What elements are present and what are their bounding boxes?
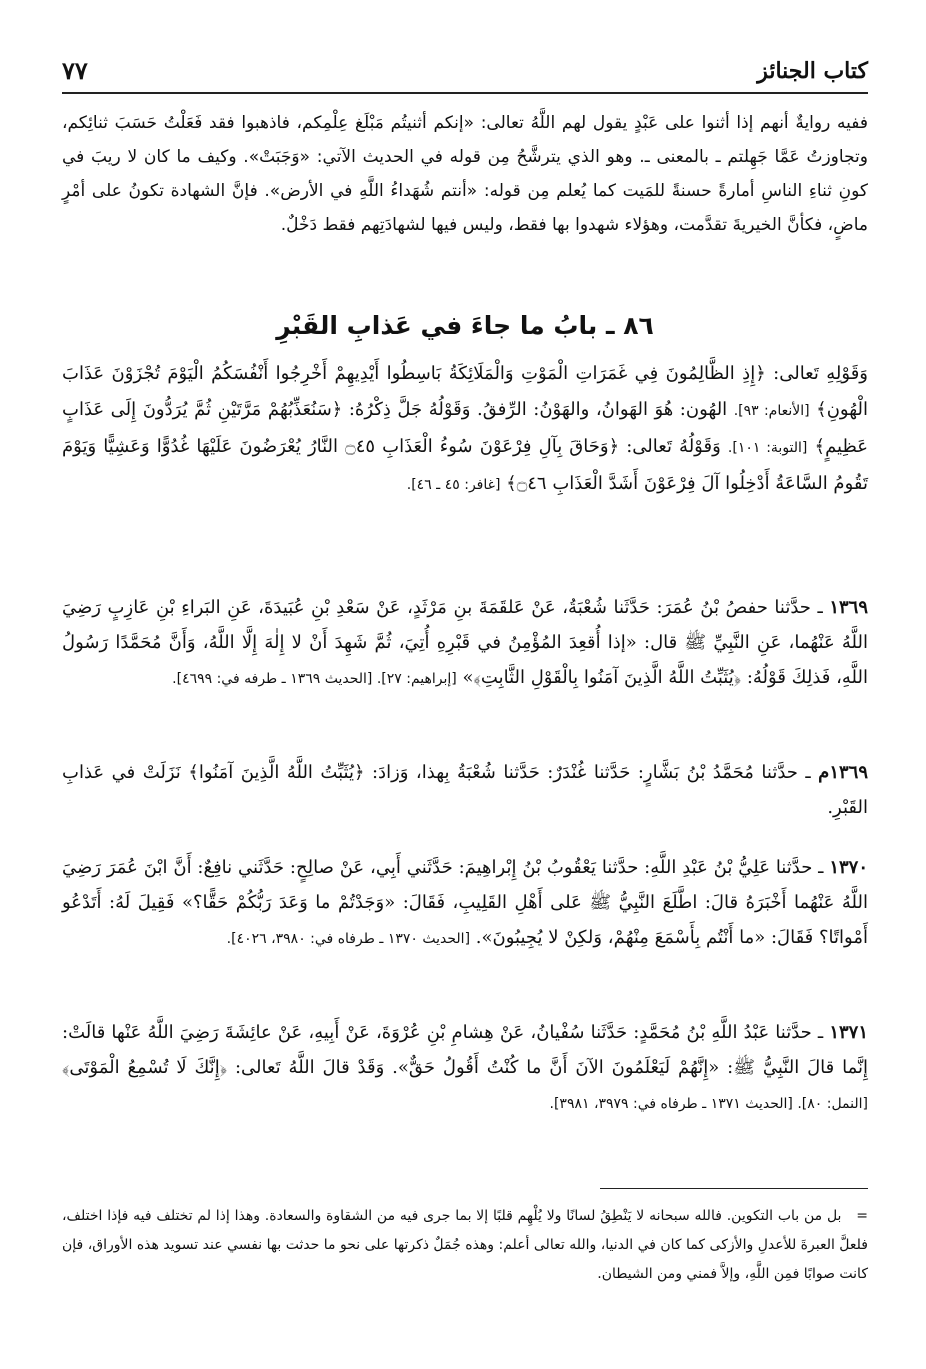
page-header xyxy=(62,52,868,94)
hadith-number: ١٣٧٠ xyxy=(829,857,868,878)
page-number: ٧٧ xyxy=(62,56,88,85)
footnote-divider xyxy=(600,1188,868,1189)
hadith-1369 xyxy=(62,590,868,697)
hadith-reference: [النمل: ٨٠]. [الحديث ١٣٧١ ـ طرفاه في: ٣٩٧٩، ٣٩٨١]. xyxy=(549,1096,868,1112)
hadith-reference: [إبراهيم: ٢٧]. [الحديث ١٣٦٩ ـ طرفه في: ٤٦٩٩]. xyxy=(172,671,457,687)
hadith-reference: [الحديث ١٣٧٠ ـ طرفاه في: ٣٩٨٠، ٤٠٢٦]. xyxy=(226,931,471,947)
intro-paragraph: ففيه روايةٌ أنهم إذا أثنوا على عَبْدٍ يقول لهم اللَّهُ تعالى: «إنكم أثنيتُم مَبْلَغ عِلْمِكم، فاذهبوا فقد فَعَلْتُ حَسَبَ ثنائِكم، وتجاوزتُ عَمَّا جَهِلتم ـ بالمعنى ـ. وهو الذي يترشَّحُ مِن قوله في الحديث الآتي: «وَجَبَتْ». وكيف ما كان لا ريبَ في كونِ ثناءِ الناسِ أمارةً حسنةً للمَيت كما يُعلم مِن قوله: «أنتم شُهَداءُ اللَّهِ في الأرض». فإنَّ الشهادة تكونُ على أمْرٍ ماضٍ، فكأنَّ الخيريةَ تقدَّمت، وهؤلاء شهدوا بها فقط، وليس فيها لشهادَتِهم فقط دَخْلٌ. xyxy=(62,113,868,235)
hadith-text: ـ حدَّثنا عَبْدُ اللَّهِ بْنُ مُحَمَّدٍ: حَدَّثَنا سُفْيانُ، عَنْ هِشامِ بْنِ عُرْوَةَ، عَنْ أَبِيهِ، عَنْ عائِشَةَ رَضِيَ اللَّهُ عَنْها قالَتْ: إِنَّما قالَ النَّبِيُّ ﷺ: «إِنَّهُمْ لَيَعْلَمُونَ الآنَ أَنَّ ما كُنْتُ أَقُولُ حَقٌّ». وَقَدْ قالَ اللَّهُ تَعالى: ﴿إِنَّكَ لَا تُسْمِعُ الْمَوْتَى﴾ xyxy=(62,1022,868,1078)
verse-ref-2: [التوبة: ١٠١]. xyxy=(727,440,808,456)
running-title: كتاب الجنائز xyxy=(757,58,868,84)
hadith-1370 xyxy=(62,850,868,957)
hadith-number: ١٣٧١ xyxy=(829,1022,868,1043)
footnote-text: بل من باب التكوين. فالله سبحانه لا يَنْطِقُ لسانًا ولا يُلْهِم قلبًا إلا بما جرى فيه من الشقاوة والسعادة. وهذا إذا لم تختلف فيه فإذا اختلف، فلعلَّ العبرةَ للأعدلِ والأزكى كما كان في الدنيا، والله تعالى أعلم: وهذه جُمَلٌ ذكرتها على نحو ما حدثت بها نفسي عند تسويد هذه الأوراق، فإن كانت صوابًا فمِن اللَّهِ، وإلاَّ فمني ومن الشيطان. xyxy=(62,1208,868,1282)
verse-ref-3: [غافر: ٤٥ ـ ٤٦]. xyxy=(406,477,501,493)
hadith-1369m xyxy=(62,755,868,825)
hadith-1371 xyxy=(62,1015,868,1122)
chapter-heading: ٨٦ ـ بابُ ما جاءَ في عَذابِ القَبْرِ xyxy=(276,311,654,340)
verse-text-1: وَقَوْلِهِ تَعالى: ﴿إِذِ الظَّالِمُونَ فِي غَمَرَاتِ الْمَوْتِ وَالْمَلَائِكَةُ بَاسِطُوا أَيْدِيهِمْ أَخْرِجُوا أَنْفُسَكُمُ الْيَوْمَ تُجْزَوْنَ عَذَابَ الْهُونِ﴾ xyxy=(62,363,869,420)
verse-text-2: الهُون: هُوَ الهَوانُ، والهَوْنُ: الرِّفقُ. وَقَوْلُهُ جَلَّ ذِكْرُهُ: ﴿سَنُعَذِّبُهُمْ مَرَّتَيْنِ ثُمَّ يُرَدُّونَ إِلَى عَذَابٍ عَظِيمٍ﴾ xyxy=(62,399,868,457)
hadith-number: ١٣٦٩م xyxy=(818,762,868,783)
hadith-text: ـ حدَّثنا حفصُ بْنُ عُمَرَ: حَدَّثَنا شُعْبَةُ، عَنْ عَلقَمَةَ بنِ مَرْثَدٍ، عَنْ سَعْدِ بْنِ عُبَيدَةَ، عَنِ البَراءِ بْنِ عَازِبٍ رَضِيَ اللَّهُ عَنْهُما، عَنِ النَّبِيِّ ﷺ قال: «إذا أُقعِدَ المُؤْمِنُ في قَبْرِهِ أُتِيَ، ثُمَّ شَهِدَ أَنْ لا إِلٰهَ إِلَّا اللَّهُ، وَأَنَّ مُحَمَّدًا رَسُولُ اللَّهِ، فَذلِكَ قَوْلُهُ: ﴿يُثَبِّتُ اللَّهُ الَّذِينَ آمَنُوا بِالْقَوْلِ الثَّابِتِ﴾» xyxy=(62,597,868,688)
footnote xyxy=(62,1202,868,1289)
verse-ref-1: [الأنعام: ٩٣]. xyxy=(733,403,810,419)
footnote-marker: = xyxy=(856,1208,869,1224)
hadith-text: ـ حدَّثنا مُحَمَّدُ بْنُ بَشَّارٍ: حَدَّثنا غُنْدَرٌ: حَدَّثنا شُعْبَةُ بِهذا، وَزادَ: ﴿يُثَبِّتُ اللَّهُ الَّذِينَ آمَنُوا﴾ نَزَلَتْ في عَذابِ القَبْرِ. xyxy=(62,762,868,818)
chapter-verses xyxy=(62,356,868,503)
verse-text-3: وَقَوْلُهُ تَعالى: ﴿وَحَاقَ بِآلِ فِرْعَوْنَ سُوءُ الْعَذَابِ ۝٤٥ النَّارُ يُعْرَضُونَ عَلَيْهَا غُدُوًّا وَعَشِيًّا وَيَوْمَ تَقُومُ السَّاعَةُ أَدْخِلُوا آلَ فِرْعَوْنَ أَشَدَّ الْعَذَابِ ۝٤٦﴾ xyxy=(62,436,868,494)
hadith-text: ـ حدَّثنا عَلِيُّ بْنُ عَبْدِ اللَّهِ: حدَّثنا يَعْقُوبُ بْنُ إِبْراهِيمَ: حَدَّثَني أَبِي، عَنْ صالِحٍ: حَدَّثَني نافِعٌ: أَنَّ ابْنَ عُمَرَ رَضِيَ اللَّهُ عَنْهُما أَخْبَرَهُ قالَ: اطَّلَعَ النَّبِيُّ ﷺ عَلى أَهْلِ القَلِيبِ، فَقَالَ: «وَجَدْتُمْ ما وَعَدَ رَبُّكُمْ حَقًّا؟» فَقِيلَ لَهُ: أَتَدْعُو أَمْواتًا؟ فَقَالَ: «ما أَنْتُم بِأَسْمَعَ مِنْهُمْ، وَلكِنْ لا يُجِيبُونَ». xyxy=(62,857,868,948)
hadith-number: ١٣٦٩ xyxy=(829,597,868,618)
